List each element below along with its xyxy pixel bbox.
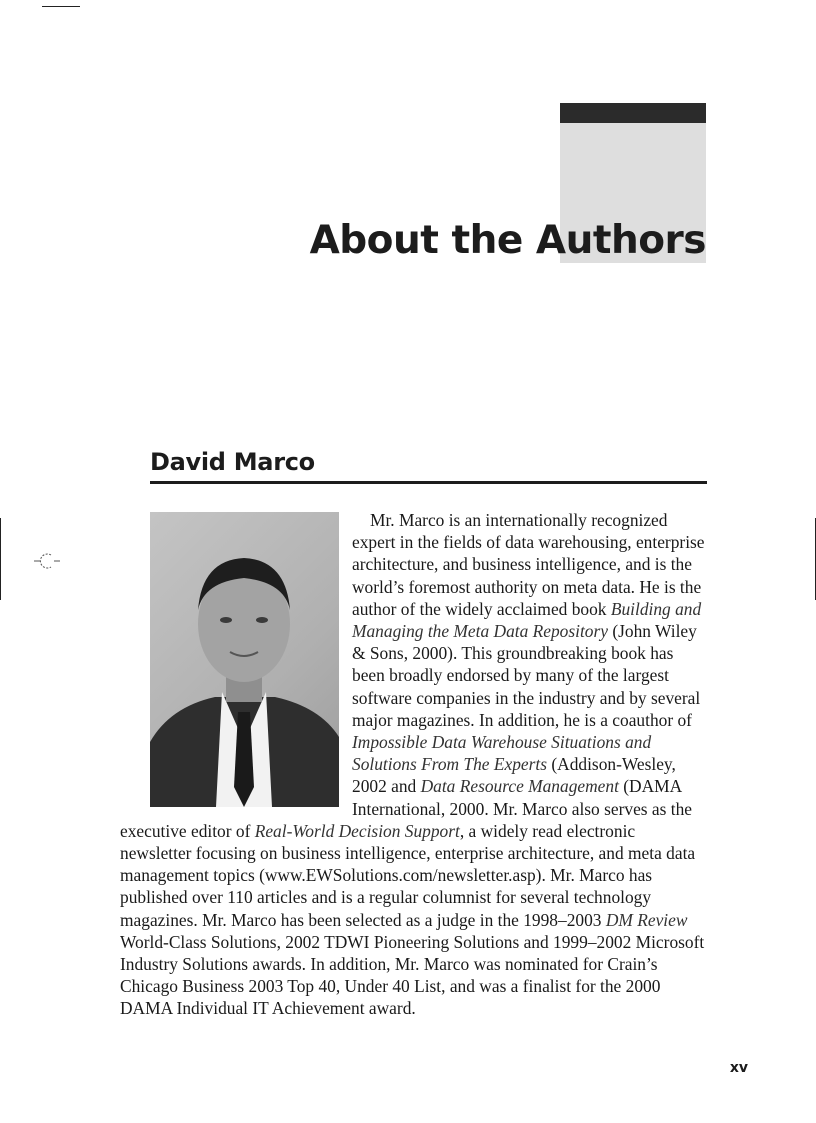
author-biography xyxy=(120,509,710,1020)
book-title: Building and Managing the Meta Data Repository xyxy=(352,598,702,642)
registration-mark-icon xyxy=(34,548,60,574)
bio-text-segment: Mr. Marco is an internationally recognized expert in the fields of data warehousing, enterprise architecture, and business intelligence, and is the world’s foremost authority on meta data. He is the author of the widely acclaimed book xyxy=(352,510,705,619)
bio-text-segment: , a widely read electronic newsletter focusing on business intelligence, enterprise architecture, and meta data management topics (www.EWSolutions.com/newsletter.asp). Mr. Marco has published over 110 articles and is a regular columnist for several technology magazines. Mr. Marco has been selected as a judge in the 1998–2003 xyxy=(120,820,696,930)
book-title: DM Review xyxy=(605,909,688,930)
bio-text-segment: (Addison-Wesley, 2002 and xyxy=(352,754,676,797)
crop-mark-top xyxy=(42,6,80,7)
bio-text-segment: (DAMA International, 2000. Mr. Marco also serves as the executive editor of xyxy=(120,776,692,841)
bio-text-segment: World-Class Solutions, 2002 TDWI Pioneering Solutions and 1999–2002 Microsoft Industry Solutions awards. In addition, Mr. Marco was nominated for Crain’s Chicago Business 2003 Top 40, Under 40 List, and was a finalist for the 2000 DAMA Individual IT Achievement award. xyxy=(120,931,705,1019)
chapter-tab-bar xyxy=(560,103,706,123)
crop-mark-left xyxy=(0,518,1,600)
book-title: Impossible Data Warehouse Situations and Solutions From The Experts xyxy=(352,732,652,775)
photo-text-wrap-spacer xyxy=(120,509,352,816)
heading-rule xyxy=(150,481,707,484)
chapter-title: About the Authors xyxy=(309,218,706,263)
book-title: Real-World Decision Support xyxy=(254,820,460,841)
book-title: Data Resource Management xyxy=(420,776,619,797)
author-name-heading: David Marco xyxy=(150,448,315,476)
page-number: xv xyxy=(729,1060,748,1076)
bio-text-segment: (John Wiley & Sons, 2000). This groundbreaking book has been broadly endorsed by many of the largest software companies in the industry and by several major magazines. In addition, he is a coauthor of xyxy=(352,621,701,730)
